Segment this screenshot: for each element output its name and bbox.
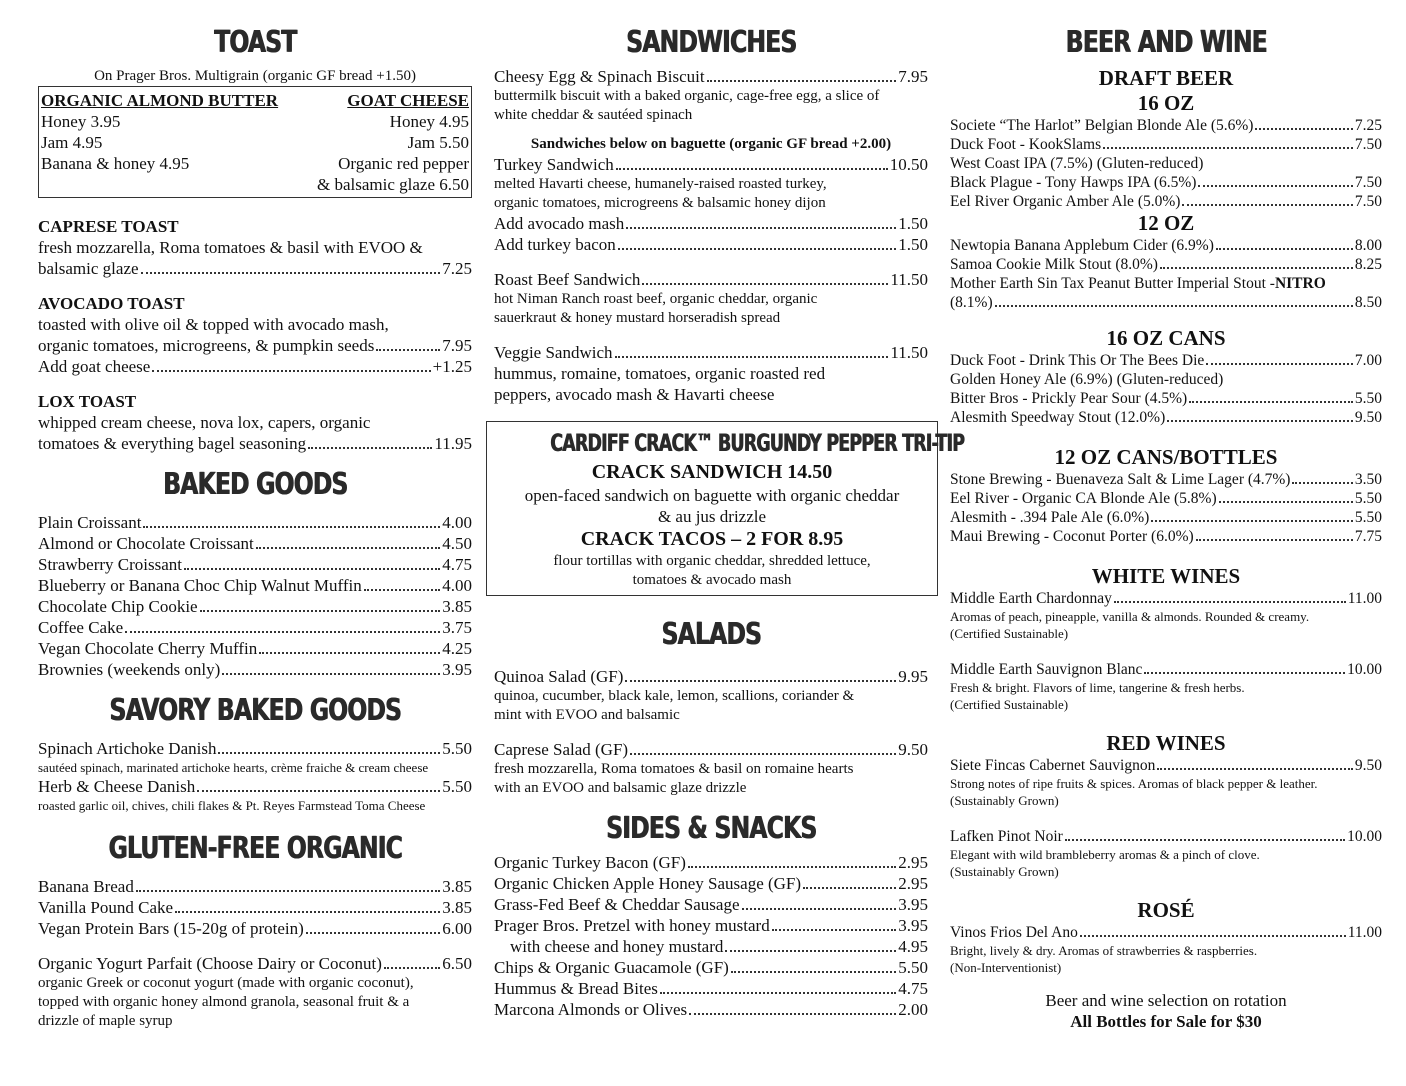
- menu-row: Lafken Pinot Noir 10.00: [950, 828, 1382, 845]
- menu-row: Bitter Bros - Prickly Pear Sour (4.5%) 5.50: [950, 390, 1382, 407]
- item-desc: organic tomatoes, microgreens & balsamic honey dijon: [494, 195, 826, 211]
- crack-tacos: CRACK TACOS – 2 FOR 8.95: [580, 528, 844, 550]
- menu-row: Grass-Fed Beef & Cheddar Sausage 3.95: [494, 895, 928, 914]
- menu-row: Spinach Artichoke Danish 5.50: [38, 739, 472, 758]
- item-desc: sautéed spinach, marinated artichoke hearts, crème fraiche & cream cheese: [38, 760, 429, 775]
- section-title-baked-goods: BAKED GOODS: [162, 467, 348, 502]
- item-desc: (Sustainably Grown): [950, 864, 1059, 879]
- menu-item: Banana & honey 4.95: [41, 154, 190, 173]
- menu-row: organic tomatoes, microgreens, & pumpkin seeds 7.95: [38, 336, 472, 355]
- item-desc: (Certified Sustainable): [950, 697, 1069, 712]
- item-desc: roasted garlic oil, chives, chili flakes & Pt. Reyes Farmstead Toma Cheese: [38, 798, 426, 813]
- item-desc: topped with organic honey almond granola, seasonal fruit & a: [38, 994, 410, 1010]
- menu-item: & balsamic glaze 6.50: [316, 175, 469, 194]
- menu-row: with cheese and honey mustard 4.95: [510, 937, 928, 956]
- menu-row: Strawberry Croissant 4.75: [38, 555, 472, 574]
- item-name: CAPRESE TOAST: [38, 217, 179, 236]
- menu-row: Blueberry or Banana Choc Chip Walnut Muffin 4.00: [38, 576, 472, 595]
- menu-row: Brownies (weekends only) 3.95: [38, 660, 472, 679]
- menu-row: Vinos Frios Del Ano 11.00: [950, 924, 1382, 941]
- item-desc: (Sustainably Grown): [950, 793, 1059, 808]
- menu-row: Middle Earth Sauvignon Blanc 10.00: [950, 661, 1382, 678]
- menu-row: Add avocado mash 1.50: [494, 214, 928, 233]
- menu-row: Turkey Sandwich 10.50: [494, 155, 928, 174]
- menu-row: Newtopia Banana Applebum Cider (6.9%) 8.00: [950, 237, 1382, 254]
- toast-spread-box: [38, 86, 472, 198]
- draft-beer-heading: DRAFT BEER: [1098, 66, 1234, 90]
- section-title-sandwiches: SANDWICHES: [625, 25, 797, 60]
- cans-16oz-heading: 16 OZ CANS: [1106, 326, 1226, 350]
- menu-item: Jam 5.50: [407, 133, 469, 152]
- item-desc: Strong notes of ripe fruits & spices. Aromas of black pepper & leather.: [950, 776, 1318, 791]
- menu-row: Duck Foot - KookSlams 7.50: [950, 136, 1382, 153]
- menu-row: Duck Foot - Drink This Or The Bees Die 7.00: [950, 352, 1382, 369]
- column-right: [950, 0, 1382, 1032]
- item-desc: organic Greek or coconut yogurt (made with organic coconut),: [38, 975, 414, 991]
- item-name: AVOCADO TOAST: [38, 294, 185, 313]
- item-desc: fresh mozzarella, Roma tomatoes & basil on romaine hearts: [494, 761, 854, 777]
- almond-butter-header: ORGANIC ALMOND BUTTER: [41, 91, 279, 110]
- menu-row: Stone Brewing - Buenaveza Salt & Lime Lager (4.7%) 3.50: [950, 471, 1382, 488]
- item-desc: white cheddar & sautéed spinach: [494, 107, 693, 123]
- menu-row: Plain Croissant 4.00: [38, 513, 472, 532]
- item-desc: hummus, romaine, tomatoes, organic roasted red: [494, 364, 826, 383]
- menu-row: Veggie Sandwich 11.50: [494, 343, 928, 362]
- item-desc: & au jus drizzle: [657, 507, 767, 526]
- item-desc: mint with EVOO and balsamic: [494, 707, 680, 723]
- item-desc: Elegant with wild brambleberry aromas & a pinch of clove.: [950, 847, 1260, 862]
- menu-row: Eel River Organic Amber Ale (5.0%) 7.50: [950, 193, 1382, 210]
- item-desc: open-faced sandwich on baguette with organic cheddar: [524, 486, 900, 505]
- menu-row: Marcona Almonds or Olives 2.00: [494, 1000, 928, 1019]
- menu-row: Chips & Organic Guacamole (GF) 5.50: [494, 958, 928, 977]
- menu-row: Hummus & Bread Bites 4.75: [494, 979, 928, 998]
- item-desc: with an EVOO and balsamic glaze drizzle: [494, 780, 747, 796]
- menu-row: Vanilla Pound Cake 3.85: [38, 898, 472, 917]
- menu-row: Banana Bread 3.85: [38, 877, 472, 896]
- menu-row: Mother Earth Sin Tax Peanut Butter Imperial Stout - NITRO: [950, 275, 1326, 292]
- menu-row: Roast Beef Sandwich 11.50: [494, 270, 928, 289]
- menu-row: Prager Bros. Pretzel with honey mustard 3.95: [494, 916, 928, 935]
- footer-rotation-note: Beer and wine selection on rotation: [1045, 991, 1287, 1010]
- rose-heading: ROSÉ: [1137, 898, 1195, 922]
- menu-row: Coffee Cake 3.75: [38, 618, 472, 637]
- goat-cheese-header: GOAT CHEESE: [347, 91, 469, 110]
- item-desc: (Non-Interventionist): [950, 960, 1062, 975]
- crack-sandwich: CRACK SANDWICH 14.50: [591, 461, 833, 483]
- menu-item: Organic red pepper: [338, 154, 469, 173]
- menu-row: Almond or Chocolate Croissant 4.50: [38, 534, 472, 553]
- item-name: LOX TOAST: [38, 392, 137, 411]
- menu-row: Caprese Salad (GF) 9.50: [494, 740, 928, 759]
- menu-row: (8.1%) 8.50: [950, 294, 1382, 311]
- menu-row: Add goat cheese +1.25: [38, 357, 472, 376]
- menu-row: Organic Yogurt Parfait (Choose Dairy or Coconut) 6.50: [38, 954, 472, 973]
- menu-item: Honey 4.95: [389, 112, 469, 131]
- item-desc: flour tortillas with organic cheddar, shredded lettuce,: [553, 553, 871, 569]
- item-desc: quinoa, cucumber, black kale, lemon, scallions, coriander &: [494, 688, 855, 704]
- menu-row: Golden Honey Ale (6.9%) (Gluten-reduced): [950, 371, 1224, 388]
- item-desc: peppers, avocado mash & Havarti cheese: [494, 385, 775, 404]
- item-desc: melted Havarti cheese, humanely-raised roasted turkey,: [494, 176, 827, 192]
- red-wines-heading: RED WINES: [1106, 731, 1226, 755]
- white-wines-heading: WHITE WINES: [1091, 564, 1241, 588]
- crack-title: CARDIFF CRACK™ BURGUNDY PEPPER TRI-TIP: [550, 429, 964, 457]
- cans-12oz-heading: 12 OZ CANS/BOTTLES: [1054, 445, 1278, 469]
- crack-box: [486, 421, 964, 596]
- item-desc: whipped cream cheese, nova lox, capers, organic: [38, 413, 371, 432]
- menu-row: Add turkey bacon 1.50: [494, 235, 928, 254]
- section-title-sides: SIDES & SNACKS: [605, 811, 817, 846]
- item-desc: tomatoes & avocado mash: [632, 572, 792, 588]
- menu-row: Organic Chicken Apple Honey Sausage (GF) 2.95: [494, 874, 928, 893]
- menu-row: Societe “The Harlot” Belgian Blonde Ale (5.6%) 7.25: [950, 117, 1382, 134]
- item-desc: buttermilk biscuit with a baked organic, cage-free egg, a slice of: [494, 88, 880, 104]
- menu-row: Black Plague - Tony Hawps IPA (6.5%) 7.50: [950, 174, 1382, 191]
- item-desc: hot Niman Ranch roast beef, organic cheddar, organic: [494, 291, 818, 307]
- menu-row: Chocolate Chip Cookie 3.85: [38, 597, 472, 616]
- item-desc: fresh mozzarella, Roma tomatoes & basil with EVOO &: [38, 238, 423, 257]
- section-title-beer-wine: BEER AND WINE: [1065, 25, 1267, 60]
- menu-row: West Coast IPA (7.5%) (Gluten-reduced): [950, 155, 1204, 172]
- menu-item: Jam 4.95: [41, 133, 103, 152]
- menu-row: Middle Earth Chardonnay 11.00: [950, 590, 1382, 607]
- item-desc: Bright, lively & dry. Aromas of strawberries & raspberries.: [950, 943, 1258, 958]
- draft-12oz-heading: 12 OZ: [1137, 211, 1195, 235]
- column-left: [38, 0, 472, 1031]
- menu-row: Vegan Chocolate Cherry Muffin 4.25: [38, 639, 472, 658]
- menu-item: Honey 3.95: [41, 112, 121, 131]
- menu-row: Organic Turkey Bacon (GF) 2.95: [494, 853, 928, 872]
- section-title-salads: SALADS: [661, 617, 761, 652]
- almond-butter-list: [41, 90, 278, 174]
- menu-row: Samoa Cookie Milk Stout (8.0%) 8.25: [950, 256, 1382, 273]
- section-title-toast: TOAST: [213, 25, 297, 60]
- baguette-note: Sandwiches below on baguette (organic GF bread +2.00): [530, 136, 892, 152]
- goat-cheese-list: [317, 90, 469, 195]
- menu-row: Alesmith Speedway Stout (12.0%) 9.50: [950, 409, 1382, 426]
- menu-row: Cheesy Egg & Spinach Biscuit 7.95: [494, 67, 928, 86]
- toast-bread-note: On Prager Bros. Multigrain (organic GF bread +1.50): [94, 68, 416, 84]
- column-middle: [494, 0, 964, 1020]
- menu-row: balsamic glaze 7.25: [38, 259, 472, 278]
- menu-row: Vegan Protein Bars (15-20g of protein) 6.00: [38, 919, 472, 938]
- section-title-savory: SAVORY BAKED GOODS: [109, 693, 401, 728]
- item-desc: toasted with olive oil & topped with avocado mash,: [38, 315, 389, 334]
- draft-16oz-heading: 16 OZ: [1137, 91, 1195, 115]
- menu-row: Herb & Cheese Danish 5.50: [38, 777, 472, 796]
- menu-row: tomatoes & everything bagel seasoning 11.95: [38, 434, 472, 453]
- item-desc: Aromas of peach, pineapple, vanilla & almonds. Rounded & creamy.: [950, 609, 1310, 624]
- section-title-gluten-free: GLUTEN-FREE ORGANIC: [108, 831, 402, 866]
- menu-row: Alesmith - .394 Pale Ale (6.0%) 5.50: [950, 509, 1382, 526]
- menu-row: Siete Fincas Cabernet Sauvignon 9.50: [950, 757, 1382, 774]
- menu-row: Quinoa Salad (GF) 9.95: [494, 667, 928, 686]
- item-desc: Fresh & bright. Flavors of lime, tangerine & fresh herbs.: [950, 680, 1245, 695]
- item-desc: (Certified Sustainable): [950, 626, 1069, 641]
- item-desc: sauerkraut & honey mustard horseradish spread: [494, 310, 781, 326]
- menu-row: Maui Brewing - Coconut Porter (6.0%) 7.75: [950, 528, 1382, 545]
- menu-row: Eel River - Organic CA Blonde Ale (5.8%) 5.50: [950, 490, 1382, 507]
- footer-bottles-note: All Bottles for Sale for $30: [1070, 1012, 1262, 1031]
- item-desc: drizzle of maple syrup: [38, 1013, 173, 1029]
